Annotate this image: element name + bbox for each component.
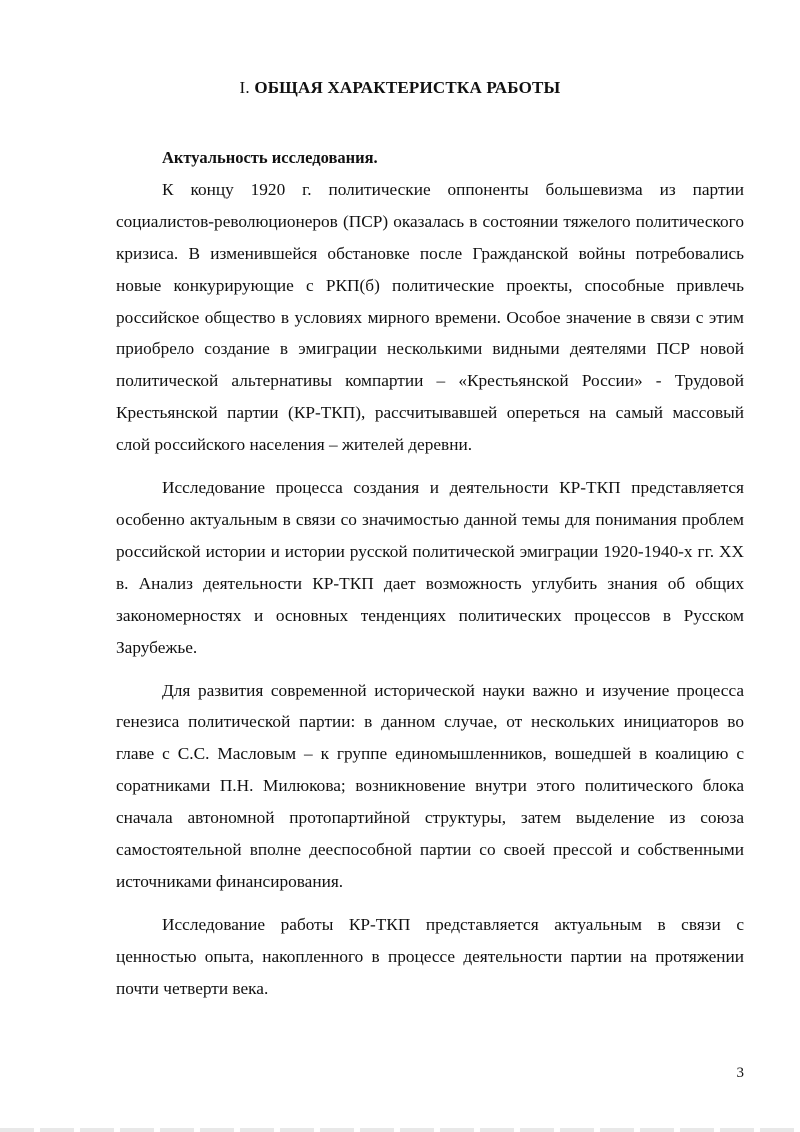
page-number: 3	[736, 1065, 744, 1081]
paragraph-3: Для развития современной исторической науки важно и изучение процесса генезиса политической партии: в данном случае, от нескольких инициаторов во главе с С.С. Масловым – к группе единомышленников, вошедшей в коалицию с соратниками П.Н. Милюкова; возникновение внутри этого политического блока сначала автономной протопартийной структуры, затем выделение из союза самостоятельной вполне дееспособной партии со своей прессой и собственными источниками финансирования.	[116, 680, 744, 891]
section-title: ОБЩАЯ ХАРАКТЕРИСТКА РАБОТЫ	[254, 78, 561, 97]
body-text	[116, 142, 744, 1005]
paragraph-1: К концу 1920 г. политические оппоненты большевизма из партии социалистов-революционеров (ПСР) оказалась в состоянии тяжелого политического кризиса. В изменившейся обстановке после Гражданской войны потребовались новые конкурирующие с РКП(б) политические проекты, способные привлечь российское общество в условиях мирного времени. Особое значение в связи с этим приобрело создание в эмиграции несколькими видными деятелями ПСР новой политической альтернативы компартии – «Крестьянской России» - Трудовой Крестьянской партии (КР-ТКП), рассчитывавшей опереться на самый массовый слой российского населения – жителей деревни.	[116, 179, 744, 455]
paragraph-4: Исследование работы КР-ТКП представляется актуальным в связи с ценностью опыта, накопленного в процессе деятельности партии на протяжении почти четверти века.	[116, 914, 744, 998]
section-heading	[0, 78, 800, 98]
paragraph-2: Исследование процесса создания и деятельности КР-ТКП представляется особенно актуальным в связи со значимостью данной темы для понимания проблем российской истории и истории русской политической эмиграции 1920-1940-х гг. XX в. Анализ деятельности КР-ТКП дает возможность углубить знания об общих закономерностях и основных тенденциях политических процессов в Русском Зарубежье.	[116, 478, 744, 657]
subheading: Актуальность исследования.	[162, 148, 378, 167]
scan-edge-decoration	[0, 1128, 800, 1132]
section-number: I.	[239, 78, 250, 97]
